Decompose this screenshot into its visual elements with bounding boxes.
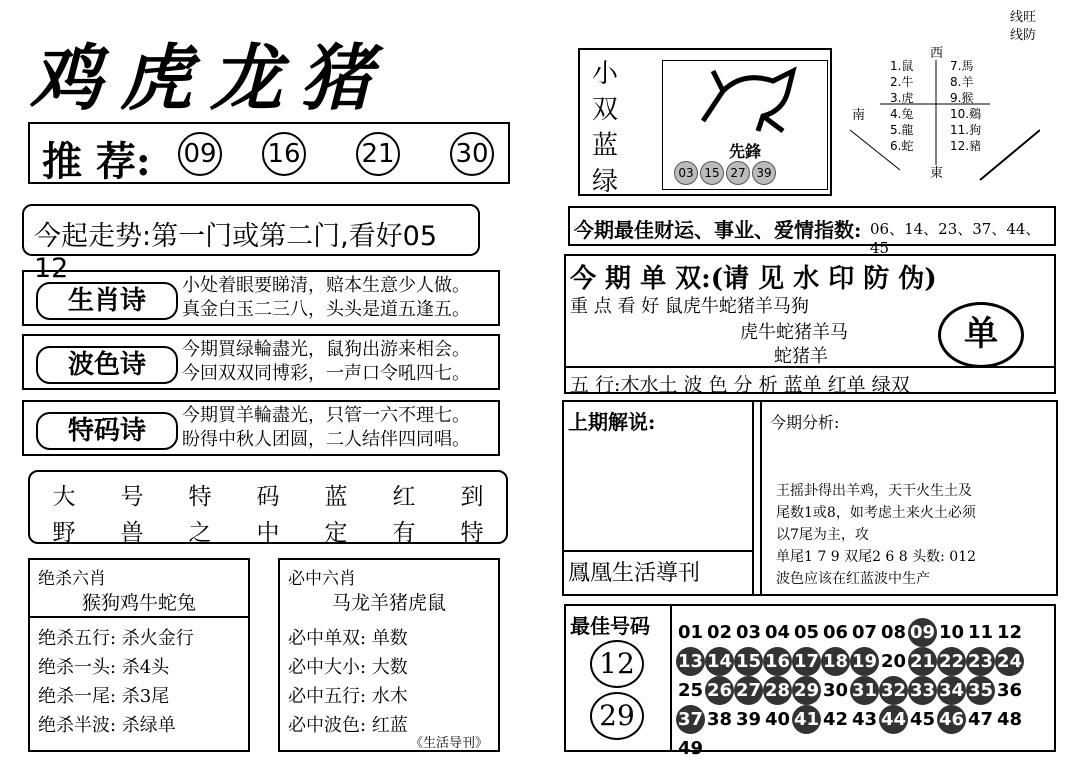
- this-issue-label: 今期分析:: [770, 413, 840, 432]
- recommend-number: 21: [356, 132, 400, 176]
- number-cell: 14: [705, 647, 734, 676]
- big-char: 到: [460, 484, 484, 510]
- number-cell: 20: [880, 651, 907, 672]
- number-cell: 24: [995, 647, 1024, 676]
- number-cell: 41: [792, 705, 821, 734]
- must-six: 马龙羊猪虎鼠: [332, 592, 447, 614]
- kill-list-box: [28, 618, 250, 752]
- zodiac-item: 6.蛇: [890, 139, 914, 153]
- must-item: 必中单双: 单数: [288, 628, 408, 649]
- horse-ball: 27: [726, 161, 750, 185]
- number-cell: 19: [850, 647, 879, 676]
- big-char: 之: [188, 520, 212, 546]
- big-char: 特: [460, 520, 484, 546]
- big-char: 有: [392, 520, 416, 546]
- zodiac-item: 1.鼠: [890, 59, 914, 73]
- number-cell: 11: [967, 622, 994, 643]
- corner-label-top: 线旺: [1010, 10, 1037, 25]
- single-double-line: 虎牛蛇猪羊马: [740, 322, 848, 343]
- big-char: 蓝: [324, 484, 348, 510]
- number-cell: 48: [996, 709, 1023, 730]
- recommend-number: 16: [262, 132, 306, 176]
- dir-south: 南: [852, 108, 866, 123]
- number-cell: 30: [822, 680, 849, 701]
- zodiac-item: 12.豬: [950, 139, 982, 153]
- number-cell: 10: [938, 622, 965, 643]
- number-cell: 40: [764, 709, 791, 730]
- number-cell: 27: [734, 676, 763, 705]
- brand-logo: 鳳凰生活導刊: [568, 561, 701, 586]
- zodiac-item: 4.兔: [890, 107, 914, 121]
- number-cell: 16: [763, 647, 792, 676]
- fortune-index-label: 今期最佳财运、事业、爱情指数:: [574, 218, 862, 242]
- analysis-line: 单尾1 7 9 双尾2 6 8 头数: 012: [776, 549, 977, 565]
- dir-east: 東: [930, 166, 944, 181]
- number-cell: 07: [851, 622, 878, 643]
- number-cell: 22: [937, 647, 966, 676]
- number-row: [676, 705, 1056, 734]
- best-numbers-label: 最佳号码: [570, 614, 650, 638]
- zodiac-item: 2.牛: [890, 75, 914, 89]
- zodiac-item: 8.羊: [950, 75, 974, 89]
- trend-text: 今起走势:第一门或第二门,看好05 12: [34, 221, 438, 284]
- poem-tag: 特码诗: [36, 412, 178, 450]
- number-cell: 31: [850, 676, 879, 705]
- kill-item: 绝杀半波: 杀绿单: [38, 715, 176, 736]
- number-cell: 28: [763, 676, 792, 705]
- kill-six: 猴狗鸡牛蛇兔: [82, 592, 197, 614]
- poem-line: 真金白玉二三八，头头是道五逢五。: [182, 299, 470, 320]
- must-item: 必中波色: 红蓝: [288, 715, 408, 736]
- kill-item: 绝杀五行: 杀火金行: [38, 628, 194, 649]
- trend-box: [22, 204, 480, 284]
- number-cell: 49: [677, 738, 704, 759]
- recommend-box: [28, 122, 510, 184]
- zodiac-item: 9.猴: [950, 91, 974, 105]
- number-cell: 37: [676, 705, 705, 734]
- last-issue-label: 上期解说:: [568, 410, 656, 434]
- number-cell: 21: [908, 647, 937, 676]
- single-double-box: [564, 254, 1056, 394]
- number-cell: 17: [792, 647, 821, 676]
- number-cell: 45: [909, 709, 936, 730]
- poem-line: 盼得中秋人团圆，二人结伴四同唱。: [182, 429, 470, 450]
- number-cell: 44: [879, 705, 908, 734]
- single-double-line: 蛇猪羊: [774, 346, 828, 367]
- number-cell: 34: [937, 676, 966, 705]
- poem-line: 今回双双同博彩，一声口令吼四七。: [182, 363, 470, 384]
- best-pick: 29: [590, 692, 644, 740]
- number-cell: 12: [996, 622, 1023, 643]
- side-char: 蓝: [591, 131, 618, 161]
- big-char: 中: [256, 520, 280, 546]
- number-cell: 32: [879, 676, 908, 705]
- poem-line: 今期買绿輪盡光，鼠狗出游来相会。: [182, 339, 470, 360]
- analysis-line: 波色应该在红蓝波中生产: [776, 571, 930, 587]
- number-cell: 38: [706, 709, 733, 730]
- number-cell: 42: [822, 709, 849, 730]
- single-double-title: 今 期 单 双:(请 见 水 印 防 伪): [570, 264, 937, 294]
- number-cell: 43: [851, 709, 878, 730]
- number-cell: 04: [764, 622, 791, 643]
- big-char: 号: [120, 484, 144, 510]
- number-cell: 03: [735, 622, 762, 643]
- number-cell: 15: [734, 647, 763, 676]
- kill-item: 绝杀一尾: 杀3尾: [38, 686, 170, 707]
- poem-color: [22, 334, 500, 390]
- corner-label-bottom: 线防: [1010, 28, 1037, 43]
- recommend-label: 推 荐:: [42, 138, 151, 185]
- big-char: 野: [52, 520, 76, 546]
- kill-six-box: [28, 558, 250, 618]
- fortune-index-box: [568, 206, 1056, 257]
- number-cell: 26: [705, 676, 734, 705]
- number-cell: 29: [792, 676, 821, 705]
- source-label: 《生活导刊》: [410, 736, 489, 751]
- zodiac-item: 10.鷄: [950, 107, 982, 121]
- poem-zodiac: [22, 270, 500, 326]
- horse-ball: 39: [752, 161, 776, 185]
- zodiac-item: 3.虎: [890, 91, 914, 105]
- horse-ball: 03: [674, 161, 698, 185]
- poem-tag: 波色诗: [36, 346, 178, 384]
- number-cell: 06: [822, 622, 849, 643]
- horse-ball: 15: [700, 161, 724, 185]
- must-six-box: [278, 558, 500, 752]
- side-panel: [578, 48, 832, 196]
- single-double-line: 重 点 看 好 鼠虎牛蛇猪羊马狗: [570, 296, 809, 317]
- must-item: 必中五行: 水木: [288, 686, 408, 707]
- big-char: 码: [256, 484, 280, 510]
- wuxing-line: 五 行:木水土 波 色 分 析 蓝单 红单 绿双: [570, 374, 910, 396]
- number-row: [676, 618, 1056, 647]
- zodiac-item: 7.馬: [950, 59, 974, 73]
- side-char: 双: [591, 95, 618, 125]
- number-cell: 18: [821, 647, 850, 676]
- single-badge: 单: [938, 302, 1024, 368]
- dir-west: 西: [930, 46, 944, 61]
- number-cell: 46: [937, 705, 966, 734]
- big-char: 红: [392, 484, 416, 510]
- best-pick: 12: [590, 640, 644, 688]
- page-title: 鸡虎龙猪: [30, 35, 391, 120]
- number-cell: 47: [967, 709, 994, 730]
- zodiac-item: 5.龍: [890, 123, 914, 137]
- number-cell: 09: [908, 618, 937, 647]
- number-cell: 33: [908, 676, 937, 705]
- recommend-number: 30: [450, 132, 494, 176]
- poem-special: [22, 400, 500, 456]
- must-title: 必中六肖: [288, 569, 356, 589]
- number-cell: 02: [706, 622, 733, 643]
- number-row: [676, 734, 1056, 763]
- big-char: 定: [324, 520, 348, 546]
- number-cell: 13: [676, 647, 705, 676]
- best-numbers-box: [564, 604, 1056, 759]
- side-char: 绿: [591, 167, 618, 197]
- number-row: [676, 676, 1056, 705]
- number-cell: 01: [677, 622, 704, 643]
- poem-tag: 生肖诗: [36, 282, 178, 320]
- kill-title: 绝杀六肖: [38, 569, 106, 589]
- zodiac-item: 11.狗: [950, 123, 982, 137]
- number-cell: 08: [880, 622, 907, 643]
- horse-icon: [663, 61, 827, 141]
- big-character-rows: [28, 470, 508, 544]
- side-char: 小: [591, 59, 618, 89]
- number-cell: 25: [677, 680, 704, 701]
- must-item: 必中大小: 大数: [288, 657, 408, 678]
- number-cell: 23: [966, 647, 995, 676]
- analysis-line: 以7尾为主，攻: [776, 527, 869, 543]
- fortune-index-values: 06、14、23、37、44、45: [870, 220, 1041, 257]
- analysis-line: 王摇卦得出羊鸡，天干火生土及: [776, 483, 972, 499]
- big-char: 大: [52, 484, 76, 510]
- kill-item: 绝杀一头: 杀4头: [38, 657, 170, 678]
- number-cell: 05: [793, 622, 820, 643]
- zodiac-lines: [840, 50, 1040, 190]
- recommend-number: 09: [178, 132, 222, 176]
- poem-line: 今期買羊輪盡光，只管一六不理七。: [182, 405, 470, 426]
- analysis-box: [562, 400, 1058, 596]
- big-char: 兽: [120, 520, 144, 546]
- analysis-line: 尾数1或8，如考虑土来火土必须: [776, 505, 976, 521]
- number-cell: 35: [966, 676, 995, 705]
- number-cell: 36: [996, 680, 1023, 701]
- big-char: 特: [188, 484, 212, 510]
- number-row: [676, 647, 1056, 676]
- horse-caption: 先鋒: [728, 142, 761, 161]
- horse-panel: [662, 60, 828, 190]
- number-cell: 39: [735, 709, 762, 730]
- poem-line: 小处着眼要睇清，赔本生意少人做。: [182, 275, 470, 296]
